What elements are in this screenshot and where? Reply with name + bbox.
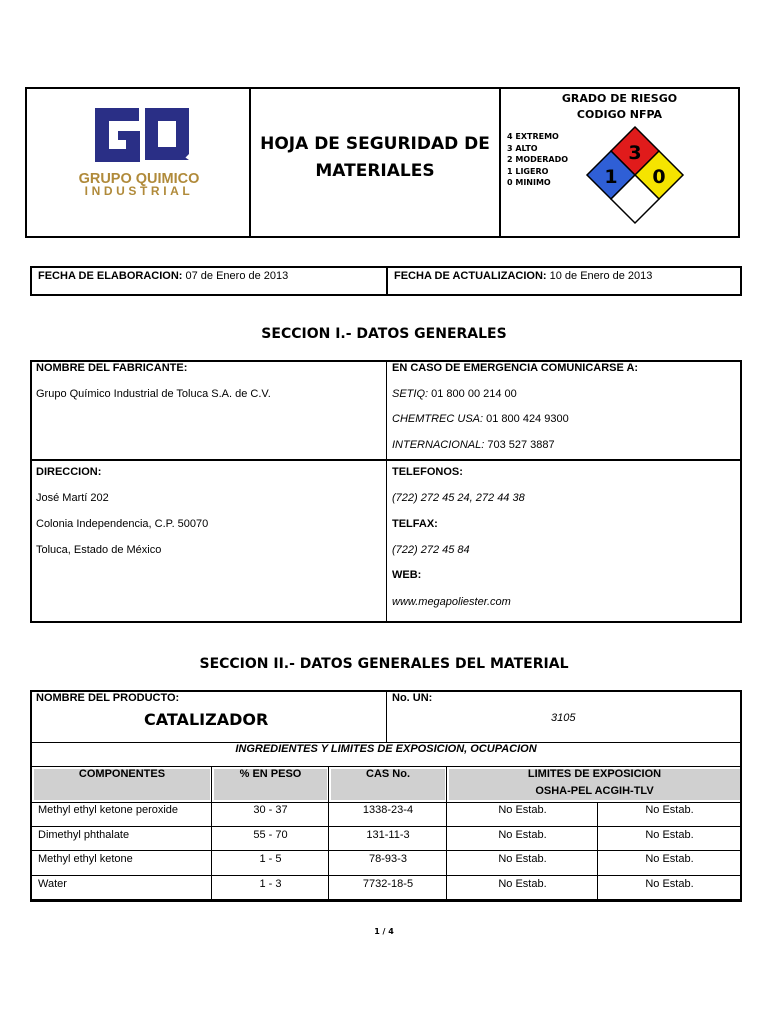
nfpa-cell xyxy=(501,89,738,236)
osha-pel: No Estab. xyxy=(498,877,547,890)
divider xyxy=(32,802,740,803)
elab-value: 07 de Enero de 2013 xyxy=(185,270,289,282)
acgih-tlv: No Estab. xyxy=(645,877,694,890)
telfax-label: TELFAX: xyxy=(392,518,438,530)
web-link[interactable]: www.megapoliester.com xyxy=(392,596,511,608)
row-divider xyxy=(32,850,740,851)
col-componentes: COMPONENTES xyxy=(78,768,166,780)
nfpa-title1: GRADO DE RIESGO xyxy=(561,92,678,105)
nfpa-scale xyxy=(507,131,568,189)
update-date xyxy=(388,268,740,294)
divider xyxy=(386,362,387,621)
telefonos-value: (722) 272 45 24, 272 44 38 xyxy=(392,492,525,504)
document-title xyxy=(251,131,499,185)
logo-cell xyxy=(27,89,251,236)
web-label: WEB: xyxy=(392,569,422,581)
nfpa-heading xyxy=(501,91,738,123)
document-header xyxy=(25,87,740,238)
divider xyxy=(32,766,740,767)
weight-percent: 55 - 70 xyxy=(253,828,288,841)
reactivity-rating: 0 xyxy=(652,166,666,188)
nfpa-title2: CODIGO NFPA xyxy=(576,108,663,121)
direccion-line: Colonia Independencia, C.P. 50070 xyxy=(36,518,209,530)
col-limites: LIMITES DE EXPOSICION xyxy=(527,768,662,780)
title-cell xyxy=(251,89,501,236)
acgih-tlv: No Estab. xyxy=(645,804,694,816)
direccion-line: Toluca, Estado de México xyxy=(36,544,162,556)
direccion-label: DIRECCION: xyxy=(36,466,102,478)
component-name: Methyl ethyl ketone xyxy=(38,853,133,865)
component-name: Methyl ethyl ketone peroxide xyxy=(38,804,179,816)
un-label: No. UN: xyxy=(392,692,433,704)
osha-pel: No Estab. xyxy=(498,804,547,816)
company-logo xyxy=(27,89,251,240)
section2-table xyxy=(30,690,742,902)
telfax-value: (722) 272 45 84 xyxy=(392,544,470,556)
fabricante-value: Grupo Químico Industrial de Toluca S.A. de C.V. xyxy=(36,388,271,400)
title-line2: MATERIALES xyxy=(315,161,435,181)
company-name-line1: GRUPO QUIMICO xyxy=(78,171,200,187)
cas-number: 1338-23-4 xyxy=(362,804,414,816)
health-rating: 1 xyxy=(604,166,618,188)
elab-label: FECHA DE ELABORACION: xyxy=(38,270,183,282)
cas-number: 131-11-3 xyxy=(366,828,410,841)
component-name: Water xyxy=(38,877,67,890)
act-label: FECHA DE ACTUALIZACION: xyxy=(394,270,547,282)
scale-item: 4 EXTREMO xyxy=(507,132,559,141)
telefonos-label: TELEFONOS: xyxy=(392,466,463,478)
section1-table xyxy=(30,360,742,623)
divider xyxy=(386,692,387,742)
fabricante-label: NOMBRE DEL FABRICANTE: xyxy=(36,362,188,374)
divider xyxy=(32,459,740,461)
acgih-tlv: No Estab. xyxy=(645,853,694,865)
divider xyxy=(328,766,329,900)
scale-item: 3 ALTO xyxy=(507,143,538,153)
row-divider xyxy=(32,899,740,900)
emergencia-chemtrec: CHEMTREC USA: 01 800 424 9300 xyxy=(392,413,569,425)
section1-title: SECCION I.- DATOS GENERALES xyxy=(261,326,507,342)
producto-label: NOMBRE DEL PRODUCTO: xyxy=(36,692,180,704)
emergencia-setiq: SETIQ: 01 800 00 214 00 xyxy=(392,388,517,400)
divider xyxy=(446,766,447,900)
col-peso: % EN PESO xyxy=(239,768,302,780)
emergencia-internacional: INTERNACIONAL: 703 527 3887 xyxy=(392,439,555,451)
osha-pel: No Estab. xyxy=(498,828,547,841)
elaboration-date xyxy=(32,268,388,294)
weight-percent: 30 - 37 xyxy=(253,804,288,816)
divider xyxy=(597,802,598,900)
acgih-tlv: No Estab. xyxy=(645,828,694,841)
emergencia-label: EN CASO DE EMERGENCIA COMUNICARSE A: xyxy=(392,362,639,374)
weight-percent: 1 - 5 xyxy=(259,853,282,865)
nfpa-diamond xyxy=(585,125,685,225)
company-name-line2: INDUSTRIAL xyxy=(84,184,194,198)
row-divider xyxy=(32,875,740,876)
cas-number: 7732-18-5 xyxy=(362,877,414,890)
component-name: Dimethyl phthalate xyxy=(38,828,130,841)
section2-title: SECCION II.- DATOS GENERALES DEL MATERIAL xyxy=(199,656,569,672)
producto-value: CATALIZADOR xyxy=(144,710,269,729)
osha-pel: No Estab. xyxy=(498,853,547,865)
weight-percent: 1 - 3 xyxy=(259,877,282,890)
col-cas: CAS No. xyxy=(366,768,410,780)
direccion-line: José Martí 202 xyxy=(36,492,109,504)
ingredients-title: INGREDIENTES Y LIMITES DE EXPOSICION, OCUPACION xyxy=(235,743,537,755)
cas-number: 78-93-3 xyxy=(369,853,407,865)
act-value: 10 de Enero de 2013 xyxy=(549,270,653,282)
dates-table xyxy=(30,266,742,296)
flammability-rating: 3 xyxy=(628,142,642,164)
un-value: 3105 xyxy=(551,712,576,724)
col-limites-sub: OSHA-PEL ACGIH-TLV xyxy=(535,785,654,797)
scale-item: 0 MINIMO xyxy=(507,178,551,188)
row-divider xyxy=(32,826,740,827)
page-number: 1 / 4 xyxy=(374,927,394,936)
title-line1: HOJA DE SEGURIDAD DE xyxy=(260,134,490,154)
scale-item: 1 LIGERO xyxy=(507,166,549,176)
scale-item: 2 MODERADO xyxy=(507,155,569,165)
